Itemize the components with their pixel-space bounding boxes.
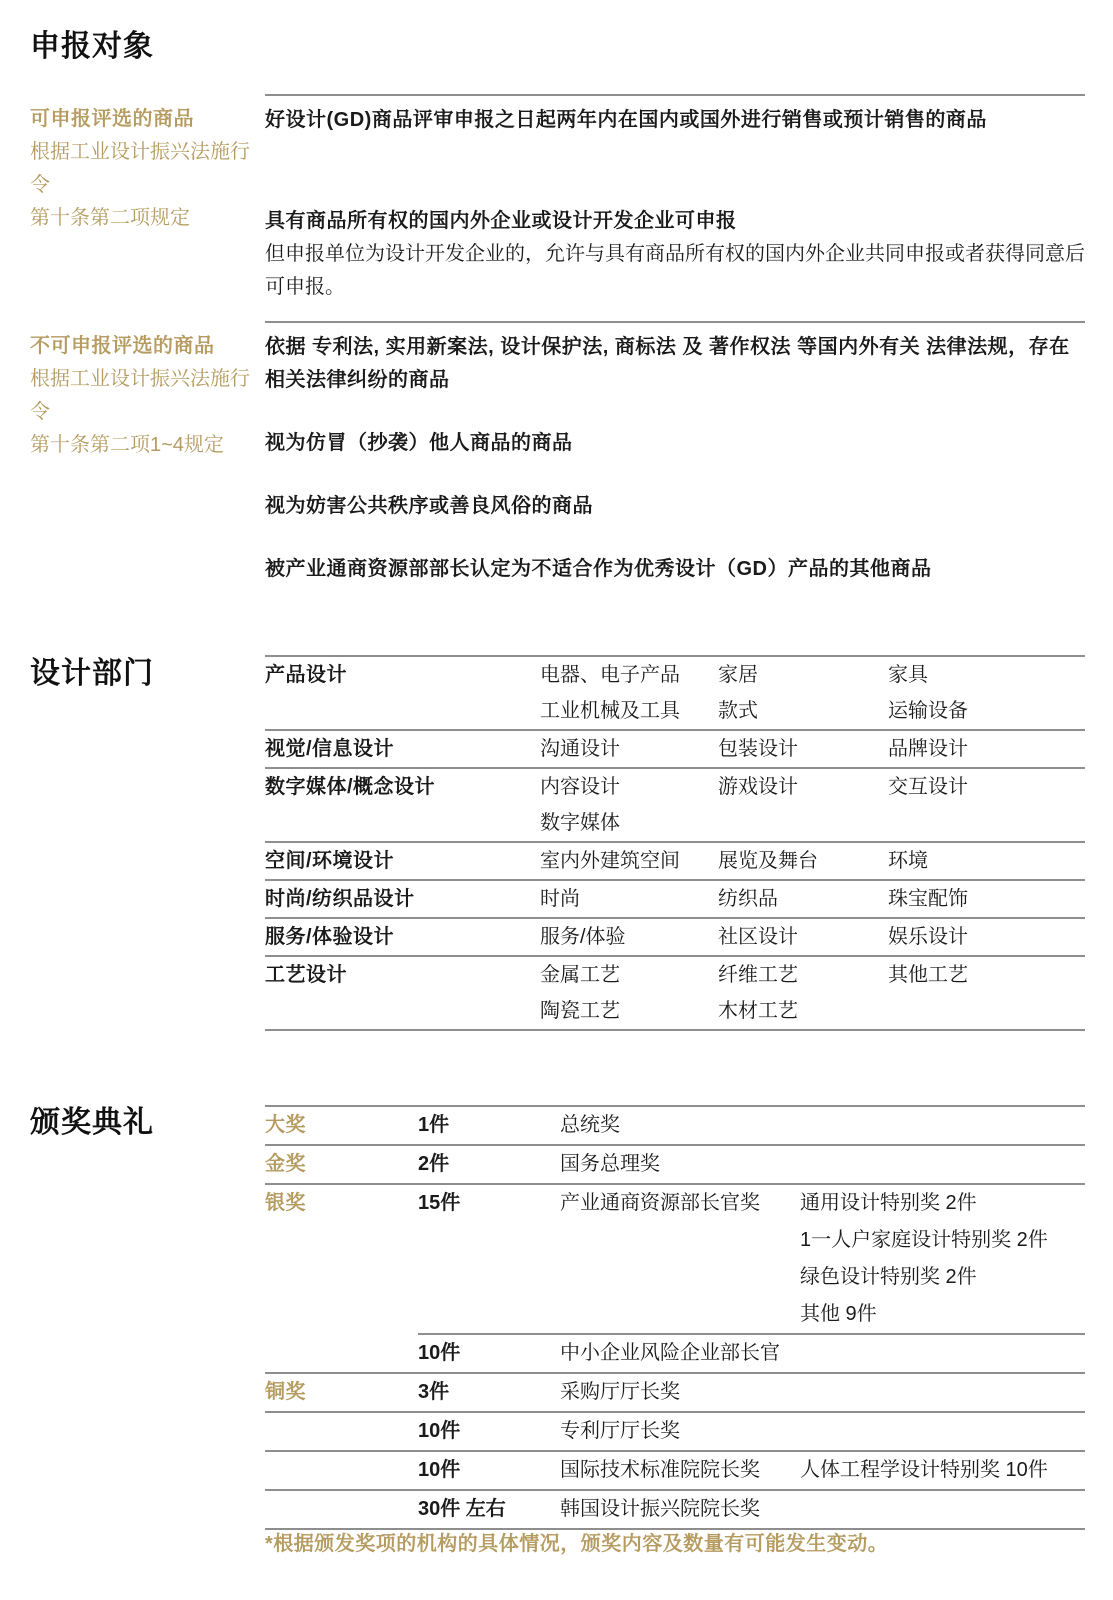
award-medal [265, 1491, 418, 1528]
table-row [265, 767, 1085, 841]
award-name: 采购厅厅长奖 [560, 1381, 680, 1403]
section-title-design-departments: 设计部门 [30, 657, 154, 690]
department-cell: 纺织品 [718, 888, 778, 910]
eligible-paragraph-1: 好设计(GD)商品评审申报之日起两年内在国内或国外进行销售或预计销售的商品 [265, 109, 987, 131]
award-name: 中小企业风险企业部长官 [560, 1342, 780, 1364]
department-cell: 娱乐设计 [888, 926, 968, 948]
department-cell: 家具 [888, 664, 928, 686]
award-count: 10件 [418, 1420, 461, 1442]
department-category: 数字媒体/概念设计 [265, 776, 436, 798]
department-category: 空间/环境设计 [265, 850, 395, 872]
department-cell: 纤维工艺 [718, 964, 798, 986]
department-cell: 内容设计 [540, 776, 620, 798]
award-row [265, 1105, 1085, 1144]
department-cell: 电器、电子产品 [540, 664, 680, 686]
department-cell: 展览及舞台 [718, 850, 818, 872]
department-cell: 其他工艺 [888, 964, 968, 986]
ineligible-label-column [30, 321, 265, 586]
award-name: 专利厅厅长奖 [560, 1420, 680, 1442]
award-count: 15件 [418, 1192, 461, 1214]
award-special-list [800, 1452, 1085, 1489]
department-cell: 金属工艺 [540, 964, 620, 986]
award-medal: 银奖 [265, 1192, 306, 1214]
department-category: 产品设计 [265, 664, 347, 686]
ineligible-label-note-line1: 根据工业设计振兴法施行令 [30, 368, 250, 423]
department-cell: 时尚 [540, 888, 580, 910]
award-medal: 大奖 [265, 1114, 306, 1136]
award-count: 3件 [418, 1381, 450, 1403]
award-special [800, 1491, 1085, 1528]
award-row [265, 1450, 1085, 1489]
award-special-item: 其他 9件 [800, 1303, 877, 1325]
award-medal [265, 1452, 418, 1489]
award-row [265, 1144, 1085, 1183]
award-count: 1件 [418, 1114, 450, 1136]
section-title-application-targets: 申报对象 [30, 30, 154, 63]
award-special-item: 1一人户家庭设计特别奖 2件 [800, 1229, 1048, 1251]
department-cell: 游戏设计 [718, 776, 798, 798]
award-row [265, 1333, 1085, 1372]
department-cell: 包装设计 [718, 738, 798, 760]
award-row [265, 1489, 1085, 1528]
ineligible-label-note-line2: 第十条第二项1~4规定 [30, 434, 224, 456]
award-row [265, 1183, 1085, 1333]
department-cell: 交互设计 [888, 776, 968, 798]
department-cell: 服务/体验 [540, 926, 626, 948]
award-medal [265, 1413, 418, 1450]
award-name: 国务总理奖 [560, 1153, 660, 1175]
award-special [800, 1335, 1085, 1372]
table-row [265, 879, 1085, 917]
department-category: 时尚/纺织品设计 [265, 888, 415, 910]
eligible-label-column [30, 94, 265, 304]
eligible-label-note-line1: 根据工业设计振兴法施行令 [30, 141, 250, 196]
department-cell: 工业机械及工具 [540, 700, 680, 722]
eligible-content-column [265, 94, 1085, 304]
award-row [265, 1411, 1085, 1450]
award-count: 10件 [418, 1342, 461, 1364]
design-departments-table [265, 655, 1085, 1031]
department-cell: 沟通设计 [540, 738, 620, 760]
department-cell: 运输设备 [888, 700, 968, 722]
award-special [800, 1374, 1085, 1411]
eligible-products-block [30, 94, 1085, 304]
department-cell: 社区设计 [718, 926, 798, 948]
eligible-paragraph-2-title: 具有商品所有权的国内外企业或设计开发企业可申报 [265, 210, 737, 232]
award-count: 10件 [418, 1459, 461, 1481]
ineligible-paragraph-3: 视为妨害公共秩序或善良风俗的商品 [265, 495, 593, 517]
award-special-item: 绿色设计特别奖 2件 [800, 1266, 977, 1288]
department-cell: 数字媒体 [540, 812, 620, 834]
award-name: 总统奖 [560, 1114, 620, 1136]
award-special [800, 1413, 1085, 1450]
department-cell: 品牌设计 [888, 738, 968, 760]
ineligible-products-block [30, 321, 1085, 586]
award-special-item: 人体工程学设计特别奖 10件 [800, 1459, 1048, 1481]
department-category: 服务/体验设计 [265, 926, 395, 948]
award-medal: 铜奖 [265, 1381, 306, 1403]
department-cell: 木材工艺 [718, 1000, 798, 1022]
award-name: 韩国设计振兴院院长奖 [560, 1498, 760, 1520]
department-cell: 珠宝配饰 [888, 888, 968, 910]
award-special-list [800, 1185, 1085, 1333]
award-special [800, 1146, 1085, 1183]
award-name: 国际技术标准院院长奖 [560, 1459, 760, 1481]
award-medal: 金奖 [265, 1153, 306, 1175]
ineligible-paragraph-4: 被产业通商资源部部长认定为不适合作为优秀设计（GD）产品的其他商品 [265, 558, 932, 580]
eligible-paragraph-2-body: 但申报单位为设计开发企业的，允许与具有商品所有权的国内外企业共同申报或者获得同意后可申报。 [265, 243, 1085, 298]
ineligible-paragraph-2: 视为仿冒（抄袭）他人商品的商品 [265, 432, 573, 454]
awards-footnote: *根据颁发奖项的机构的具体情况，颁奖内容及数量有可能发生变动。 [265, 1533, 889, 1555]
section-title-award-ceremony: 颁奖典礼 [30, 1106, 154, 1139]
table-row [265, 917, 1085, 955]
award-row [265, 1372, 1085, 1411]
table-row [265, 955, 1085, 1029]
award-special-item: 通用设计特别奖 2件 [800, 1192, 977, 1214]
award-special [800, 1107, 1085, 1144]
department-cell: 陶瓷工艺 [540, 1000, 620, 1022]
department-category: 工艺设计 [265, 964, 347, 986]
table-row [265, 729, 1085, 767]
award-count: 2件 [418, 1153, 450, 1175]
award-name: 产业通商资源部长官奖 [560, 1192, 760, 1214]
department-cell: 室内外建筑空间 [540, 850, 680, 872]
ineligible-label-title: 不可申报评选的商品 [30, 335, 215, 357]
table-row [265, 841, 1085, 879]
department-category: 视觉/信息设计 [265, 738, 395, 760]
department-cell [888, 805, 1085, 841]
department-cell: 款式 [718, 700, 758, 722]
awards-table [265, 1105, 1085, 1530]
department-cell: 家居 [718, 664, 758, 686]
eligible-label-note-line2: 第十条第二项规定 [30, 207, 190, 229]
award-medal [265, 1333, 418, 1372]
ineligible-content-column [265, 321, 1085, 586]
department-cell [888, 993, 1085, 1029]
department-cell: 环境 [888, 850, 928, 872]
ineligible-paragraph-1: 依据 专利法, 实用新案法, 设计保护法, 商标法 及 著作权法 等国内外有关 法律法规，存在相关法律纠纷的商品 [265, 336, 1070, 391]
table-row [265, 655, 1085, 729]
eligible-label-title: 可申报评选的商品 [30, 108, 194, 130]
department-cell [718, 805, 888, 841]
award-count: 30件 左右 [418, 1498, 506, 1520]
